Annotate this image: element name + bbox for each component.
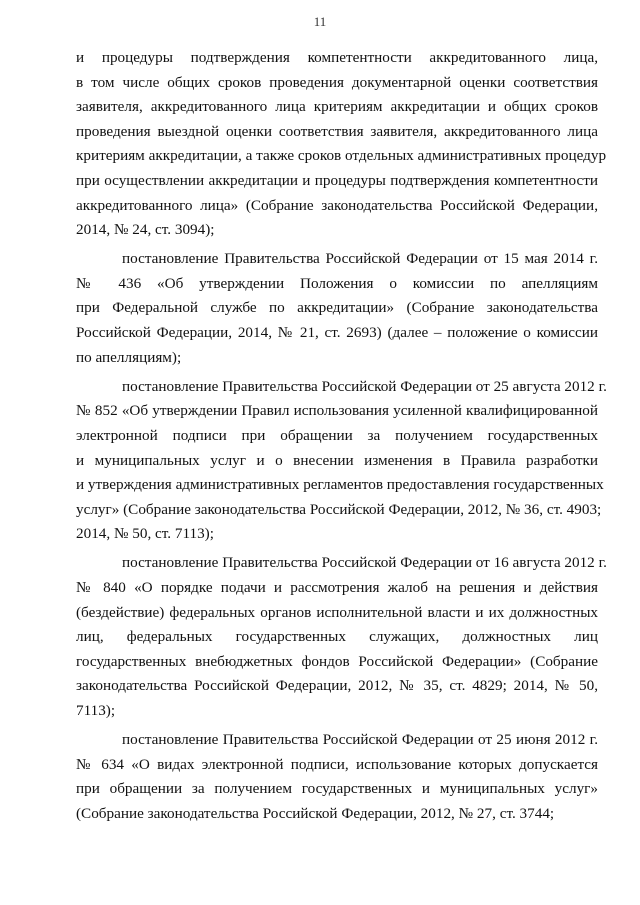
text-line: 2014, № 24, ст. 3094); (76, 221, 215, 239)
document-body (76, 46, 607, 826)
text-line: заявителя, аккредитованного лица критериям аккредитации и общих сроков (76, 98, 598, 116)
text-line: лиц, федеральных государственных служащих, должностных лиц (76, 628, 598, 646)
text-line: постановление Правительства Российской Федерации от 15 мая 2014 г. (122, 250, 598, 268)
page-number: 11 (313, 14, 327, 29)
paragraph (76, 375, 607, 547)
text-line: № 436 «Об утверждении Положения о комиссии по апелляциям (76, 274, 598, 292)
text-line: проведения выездной оценки соответствия заявителя, аккредитованного лица (76, 122, 598, 140)
text-line: и муниципальных услуг и о внесении изменения в Правила разработки (76, 451, 598, 469)
text-line: (бездействие) федеральных органов исполнительной власти и их должностных (76, 603, 598, 621)
text-line: и утверждения административных регламентов предоставления государственных (76, 476, 604, 494)
text-line: услуг» (Собрание законодательства Российской Федерации, 2012, № 36, ст. 4903; (76, 500, 602, 518)
paragraph (76, 46, 607, 243)
text-line: (Собрание законодательства Российской Федерации, 2012, № 27, ст. 3744; (76, 804, 555, 822)
text-line: 7113); (76, 701, 116, 719)
text-line: постановление Правительства Российской Федерации от 25 августа 2012 г. (122, 377, 607, 395)
text-line: № 634 «О видах электронной подписи, использование которых допускается (76, 755, 598, 773)
text-line: электронной подписи при обращении за получением государственных (76, 426, 598, 444)
text-line: при Федеральной службе по аккредитации» (Собрание законодательства (76, 299, 598, 317)
text-line: и процедуры подтверждения компетентности аккредитованного лица, (76, 49, 598, 66)
text-line: № 840 «О порядке подачи и рассмотрения жалоб на решения и действия (76, 578, 598, 596)
paragraph (76, 728, 598, 826)
text-line: при обращении за получением государственных и муниципальных услуг» (76, 780, 598, 798)
text-line: постановление Правительства Российской Федерации от 25 июня 2012 г. (122, 731, 598, 749)
text-line: при осуществлении аккредитации и процедуры подтверждения компетентности (76, 171, 598, 189)
text-line: Российской Федерации, 2014, № 21, ст. 2693) (далее – положение о комиссии (76, 324, 598, 342)
text-line: законодательства Российской Федерации, 2012, № 35, ст. 4829; 2014, № 50, (76, 677, 598, 695)
paragraph (76, 247, 598, 370)
text-line: в том числе общих сроков проведения документарной оценки соответствия (76, 73, 598, 91)
text-line: № 852 «Об утверждении Правил использования усиленной квалифицированной (76, 402, 598, 420)
text-line: аккредитованного лица» (Собрание законодательства Российской Федерации, (76, 196, 598, 214)
text-line: критериям аккредитации, а также сроков отдельных административных процедур (76, 147, 607, 165)
text-line: постановление Правительства Российской Федерации от 16 августа 2012 г. (122, 554, 607, 572)
text-line: по апелляциям); (76, 348, 182, 366)
paragraph (76, 551, 607, 723)
text-line: 2014, № 50, ст. 7113); (76, 525, 214, 543)
text-line: государственных внебюджетных фондов Российской Федерации» (Собрание (76, 652, 598, 670)
